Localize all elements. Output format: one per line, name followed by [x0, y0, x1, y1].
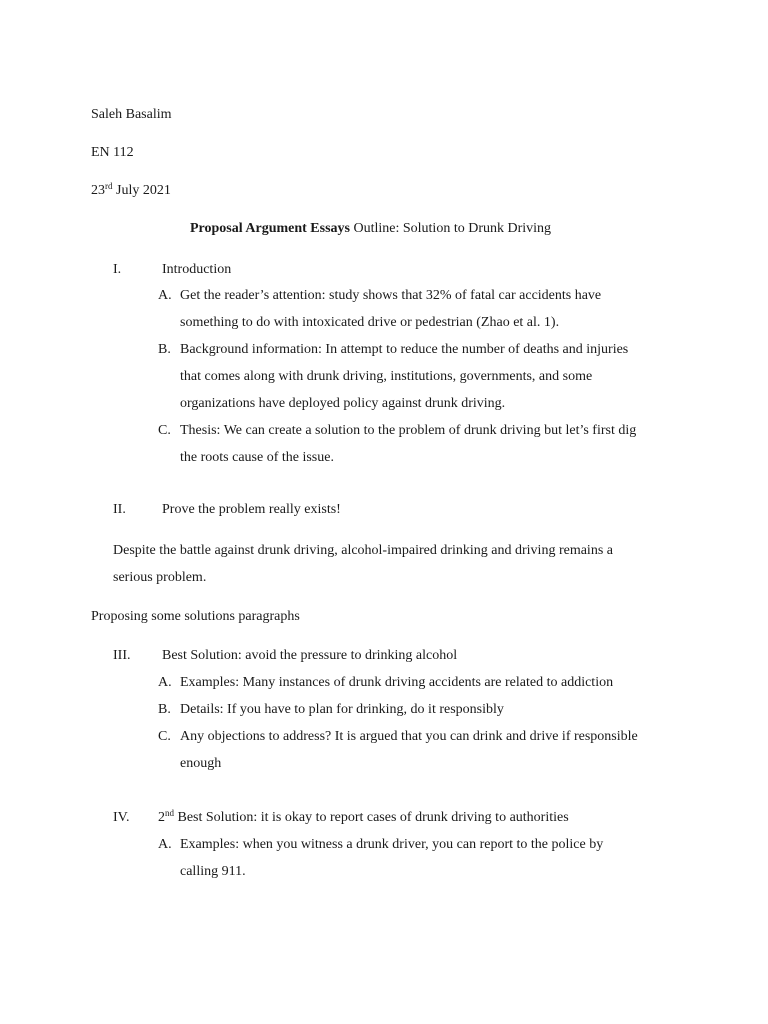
s3-c-letter: C. — [158, 729, 171, 744]
s3-a-line1: Examples: Many instances of drunk driving accidents are related to addiction — [180, 675, 614, 690]
s4-heading-rest: Best Solution: it is okay to report cases of drunk driving to authorities — [174, 810, 569, 825]
s1-a-line2: something to do with intoxicated drive or pedestrian (Zhao et al. 1). — [180, 315, 560, 330]
s3-c-line2: enough — [180, 756, 222, 771]
proposing-heading: Proposing some solutions paragraphs — [91, 609, 300, 624]
s4-heading-number: 2 — [158, 810, 165, 825]
section-1-heading: Introduction — [162, 262, 232, 277]
section-4-heading — [158, 808, 569, 825]
s1-b-line2: that comes along with drunk driving, institutions, governments, and some — [180, 369, 593, 384]
s1-c-line1: Thesis: We can create a solution to the problem of drunk driving but let’s first dig — [180, 423, 637, 438]
s2-paragraph-line2: serious problem. — [113, 570, 207, 585]
s1-c-line2: the roots cause of the issue. — [180, 450, 334, 465]
title-bold-part: Proposal Argument Essays — [190, 221, 350, 236]
s4-a-letter: A. — [158, 837, 172, 852]
s3-b-letter: B. — [158, 702, 171, 717]
section-4-numeral: IV. — [113, 810, 130, 825]
section-1-numeral: I. — [113, 262, 122, 277]
date-suffix: rd — [105, 181, 113, 191]
s3-a-letter: A. — [158, 675, 172, 690]
s3-b-line1: Details: If you have to plan for drinking, do it responsibly — [180, 702, 504, 717]
section-3-heading: Best Solution: avoid the pressure to drinking alcohol — [162, 648, 458, 663]
s3-c-line1: Any objections to address? It is argued that you can drink and drive if responsible — [180, 729, 638, 744]
section-2-heading: Prove the problem really exists! — [162, 502, 341, 517]
s1-b-line1: Background information: In attempt to reduce the number of deaths and injuries — [180, 342, 629, 357]
s1-a-letter: A. — [158, 288, 172, 303]
title-rest: Outline: Solution to Drunk Driving — [349, 221, 552, 236]
s1-b-letter: B. — [158, 342, 171, 357]
s1-b-line3: organizations have deployed policy against drunk driving. — [180, 396, 506, 411]
date-month-year: July 2021 — [112, 183, 171, 198]
s1-c-letter: C. — [158, 423, 171, 438]
s4-a-line2: calling 911. — [180, 864, 246, 879]
section-3-numeral: III. — [113, 648, 131, 663]
essay-date — [91, 181, 171, 198]
date-day: 23 — [91, 183, 105, 198]
author-name: Saleh Basalim — [91, 107, 172, 122]
section-2-numeral: II. — [113, 502, 126, 517]
s4-a-line1: Examples: when you witness a drunk driver, you can report to the police by — [180, 837, 604, 852]
s4-heading-suffix: nd — [165, 808, 174, 818]
course-code: EN 112 — [91, 145, 134, 160]
s2-paragraph-line1: Despite the battle against drunk driving, alcohol-impaired drinking and driving remains a — [113, 543, 613, 558]
page-title — [190, 222, 551, 236]
s1-a-line1: Get the reader’s attention: study shows that 32% of fatal car accidents have — [180, 288, 602, 303]
